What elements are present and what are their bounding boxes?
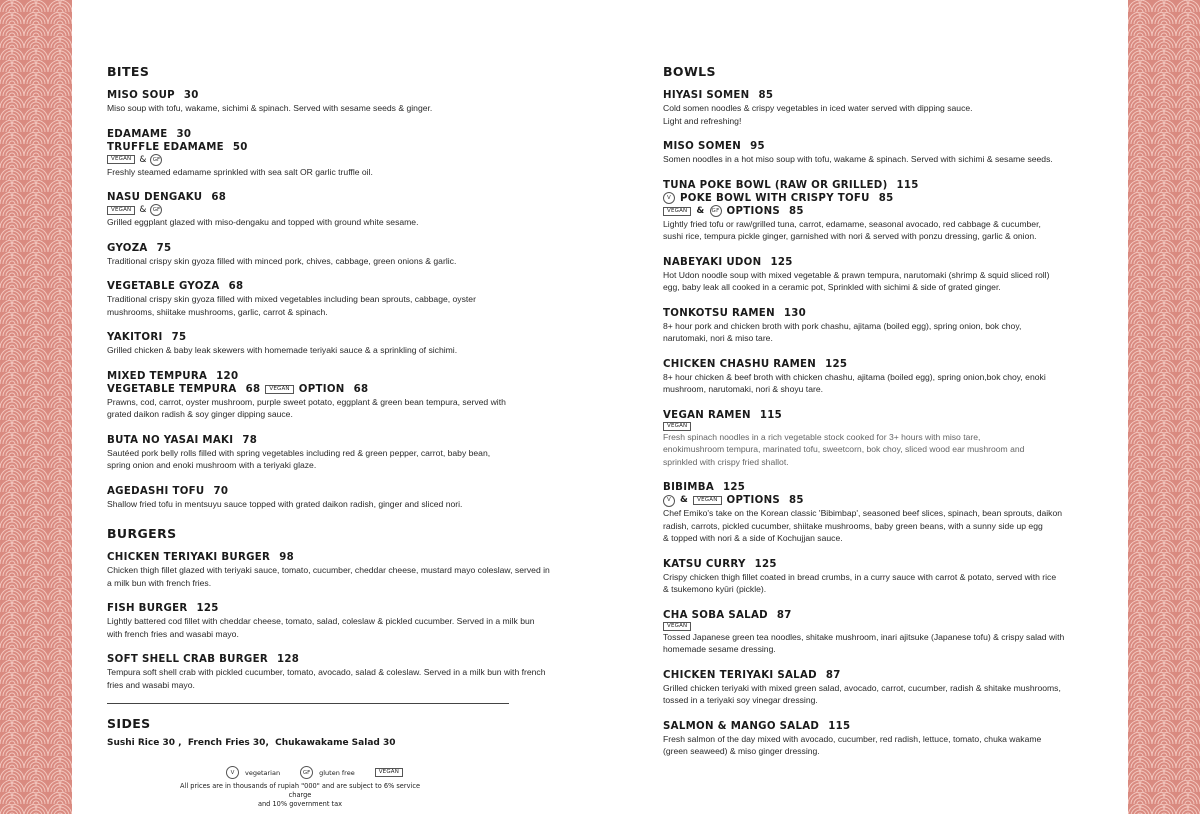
item-desc-1: Grilled chicken teriyaki with mixed green salad, avocado, carrot, cucumber, radish & shitake mushrooms, (663, 682, 1061, 693)
item-desc-2: tossed in a teriyaki soy vinegar dressing. (663, 695, 818, 705)
item-desc-1: Traditional crispy skin gyoza filled with mixed vegetables including bean sprouts, cabbage, oyster (107, 294, 476, 304)
vegetarian-icon: V (226, 766, 239, 779)
item-name: CHA SOBA SALAD (663, 609, 768, 621)
ampersand: & (680, 495, 689, 505)
item-price: 68 (211, 192, 227, 203)
gluten-free-icon: GF (710, 205, 722, 217)
menu-item-hiyasi-somen (663, 89, 1093, 127)
item-name: SOFT SHELL CRAB BURGER (107, 654, 268, 665)
item-price: 68 (228, 281, 244, 292)
item-desc-1: 8+ hour chicken & beef broth with chicken chashu, ajitama (boiled egg), spring onion,bok choy, enoki (663, 371, 1046, 382)
item-desc-1: Lightly fried tofu or raw/grilled tuna, carrot, edamame, seasonal avocado, red cabbage & cucumber, (663, 218, 1041, 229)
item-name: KATSU CURRY (663, 558, 746, 570)
vegan-tag: VEGAN (375, 768, 403, 777)
item-price: 120 (216, 370, 239, 382)
menu-item-chicken-chashu-ramen (663, 358, 1093, 396)
item-desc-2: fries and wasabi mayo. (107, 679, 195, 690)
gluten-free-icon: GF (150, 204, 162, 216)
item-name: AGEDASHI TOFU (107, 485, 205, 497)
ampersand: & (696, 205, 705, 216)
item-name: CHICKEN TERIYAKI BURGER (107, 552, 271, 563)
sides-title: SIDES (107, 716, 151, 731)
gluten-free-icon: GF (300, 766, 313, 779)
ampersand: & (139, 205, 147, 215)
item-desc-2: egg, baby leak all cooked in a ceramic pot, Sprinkled with sichimi & side of grated ginger. (663, 282, 1001, 292)
option-price: 68 (353, 383, 369, 395)
item-desc-1: Tossed Japanese green tea noodles, shitake mushroom, inari ajitsuke (Japanese tofu) & crispy salad with (663, 631, 1065, 642)
item-price-2: 85 (878, 192, 894, 204)
vegan-tag: VEGAN (107, 155, 135, 164)
footnote-line-1: All prices are in thousands of rupiah "000" and are subject to 6% service charge (180, 782, 420, 799)
item-desc-1: Cold somen noodles & crispy vegetables in iced water served with dipping sauce. (663, 103, 973, 113)
menu-item-nabeyaki-udon (663, 256, 1093, 294)
item-desc-3: & topped with nori & a side of Kochujjan sauce. (663, 533, 843, 543)
vegan-tag: VEGAN (693, 496, 721, 505)
vegetarian-label: vegetarian (245, 768, 281, 777)
menu-item-soft-shell-crab-burger (107, 653, 587, 691)
item-desc-1: 8+ hour pork and chicken broth with pork chashu, ajitama (boiled egg), spring onion, bok choy, (663, 320, 1022, 331)
vegetarian-icon: V (663, 192, 675, 204)
option-label: OPTIONS (726, 205, 781, 217)
vegan-tag: VEGAN (663, 422, 691, 431)
item-name: VEGAN RAMEN (663, 409, 751, 421)
sides-divider (107, 703, 509, 704)
menu-item-gyoza (107, 242, 587, 268)
side-sushi-rice: Sushi Rice 30 , (107, 738, 182, 748)
gluten-free-label: gluten free (319, 768, 355, 777)
item-price: 125 (825, 358, 848, 370)
menu-item-katsu-curry (663, 558, 1093, 596)
item-name-2: POKE BOWL WITH CRISPY TOFU (680, 192, 870, 204)
menu-item-fish-burger (107, 602, 587, 640)
item-desc-1: Lightly battered cod fillet with cheddar cheese, tomato, salad, coleslaw & pickled cucumber. Served in a milk bun (107, 616, 535, 626)
item-desc-2: enokimushroom tempura, marinated tofu, sweetcorn, bok choy, sliced wood ear mushroom and (663, 444, 1025, 454)
seigaiha-pattern-left (0, 0, 72, 814)
item-name: NABEYAKI UDON (663, 256, 762, 268)
right-column (663, 64, 1093, 771)
item-desc: Somen noodles in a hot miso soup with tofu, wakame & spinach. Served with sichimi & sesame seeds. (663, 154, 1053, 164)
item-name: CHICKEN TERIYAKI SALAD (663, 669, 817, 681)
menu-item-nasu-dengaku (107, 191, 587, 229)
vegan-tag: VEGAN (663, 622, 691, 631)
item-desc: Shallow fried tofu in mentsuyu sauce topped with grated daikon radish, ginger and sliced nori. (107, 498, 463, 509)
item-desc-2: Light and refreshing! (663, 115, 742, 126)
menu-item-tonkotsu-ramen (663, 307, 1093, 345)
vegan-tag: VEGAN (663, 207, 691, 216)
item-name: TUNA POKE BOWL (RAW OR GRILLED) (663, 179, 888, 191)
item-price: 115 (759, 409, 782, 421)
ampersand: & (139, 154, 147, 165)
item-desc-2: sushi rice, tempura pickle ginger, garnished with nori & served with ponzu dressing, garlic & onion. (663, 231, 1037, 241)
item-desc-1: Chicken thigh fillet glazed with teriyaki sauce, tomato, cucumber, cheddar cheese, mustard mayo coleslaw, served in (107, 565, 550, 575)
item-desc-1: Hot Udon noodle soup with mixed vegetable & prawn tempura, narutomaki (shrimp & squid sliced roll) (663, 269, 1050, 280)
menu-item-chicken-teriyaki-salad (663, 669, 1093, 707)
item-desc-2: a milk bun with french fries. (107, 577, 212, 588)
item-desc-2: & tsukemono kyūri (pickle). (663, 584, 767, 594)
item-desc-2: with french fries and wasabi mayo. (107, 628, 239, 639)
burgers-title: BURGERS (107, 526, 177, 541)
item-price: 30 (183, 90, 199, 101)
item-price: 115 (896, 179, 919, 191)
item-price: 130 (783, 307, 807, 319)
menu-item-mixed-tempura (107, 370, 587, 421)
item-price: 115 (828, 720, 851, 732)
item-desc-1: Fresh salmon of the day mixed with avocado, cucumber, red radish, lettuce, tomato, chuka wakame (663, 733, 1042, 744)
item-name: HIYASI SOMEN (663, 90, 750, 101)
item-price: 78 (242, 434, 258, 446)
item-name: CHICKEN CHASHU RAMEN (663, 358, 817, 370)
menu-item-chicken-teriyaki-burger (107, 551, 587, 589)
item-desc-1: Crispy chicken thigh fillet coated in bread crumbs, in a curry sauce with carrot & potato, served with rice (663, 571, 1057, 582)
menu-item-tuna-poke-bowl (663, 179, 1093, 243)
item-name-2: TRUFFLE EDAMAME (107, 141, 224, 153)
menu-item-vegan-ramen (663, 409, 1093, 469)
left-pattern-border (0, 0, 72, 814)
item-price: 30 (176, 128, 192, 140)
item-name: NASU DENGAKU (107, 192, 203, 203)
item-desc: Traditional crispy skin gyoza filled with minced pork, chives, cabbage, green onions & garlic. (107, 255, 457, 266)
item-desc-2: (green seaweed) & miso ginger dressing. (663, 746, 820, 756)
item-name: VEGETABLE GYOZA (107, 281, 220, 292)
item-desc: Grilled chicken & baby leak skewers with homemade teriyaki sauce & a sprinkling of sichimi. (107, 345, 458, 355)
option-label: OPTIONS (726, 495, 781, 506)
item-price: 85 (758, 90, 774, 101)
item-price-2: 50 (232, 141, 248, 153)
gluten-free-icon: GF (150, 154, 162, 166)
item-desc-2: spring onion and enoki mushroom with a teriyaki glaze. (107, 460, 317, 470)
item-desc-2: mushrooms, shiitake mushrooms, garlic, carrot & spinach. (107, 306, 328, 317)
menu-item-edamame (107, 128, 587, 179)
item-name: MISO SOUP (107, 90, 175, 101)
item-price: 125 (196, 603, 219, 614)
item-desc-2: narutomaki, nori & miso tare. (663, 333, 773, 343)
item-desc-1: Tempura soft shell crab with pickled cucumber, tomato, avocado, salad & coleslaw. Served in a milk bun with french (107, 667, 546, 677)
option-price: 85 (789, 205, 804, 217)
menu-item-salmon-mango-salad (663, 720, 1093, 758)
item-name: BIBIMBA (663, 482, 714, 493)
item-name: MISO SOMEN (663, 141, 742, 152)
vegetarian-icon: V (663, 495, 675, 507)
item-price: 87 (825, 669, 841, 681)
sides-list (107, 738, 396, 748)
item-price: 98 (279, 552, 294, 563)
item-desc-1: Chef Emiko's take on the Korean classic 'Bibimbap', seasoned beef slices, spinach, bean sprouts, daikon (663, 508, 1063, 518)
item-desc-3: sprinkled with crispy fried shallot. (663, 456, 789, 467)
menu-item-buta-no-yasai-maki (107, 434, 587, 472)
item-desc: Freshly steamed edamame sprinkled with sea salt OR garlic truffle oil. (107, 166, 373, 177)
item-price: 125 (723, 482, 746, 493)
item-price: 87 (776, 609, 792, 621)
item-desc-2: homemade sesame dressing. (663, 644, 776, 654)
item-name: BUTA NO YASAI MAKI (107, 434, 234, 446)
item-desc-1: Prawns, cod, carrot, oyster mushroom, purple sweet potato, eggplant & green bean tempura, served with (107, 396, 506, 407)
item-desc: Grilled eggplant glazed with miso-dengaku and topped with ground white sesame. (107, 217, 419, 227)
item-price: 95 (750, 141, 765, 152)
footnote-line-2: and 10% government tax (257, 800, 343, 808)
right-pattern-border (1128, 0, 1200, 814)
item-name-2: VEGETABLE TEMPURA (107, 383, 237, 395)
item-desc-2: mushroom, narutomaki, nori & shoyu tare. (663, 384, 824, 394)
option-price: 85 (789, 495, 804, 506)
item-price: 125 (770, 256, 793, 268)
vegan-tag: VEGAN (265, 385, 293, 394)
side-chukawakame-salad: Chukawakame Salad 30 (275, 738, 396, 748)
item-desc-2: grated daikon radish & soy ginger dipping sauce. (107, 409, 293, 419)
item-price: 128 (276, 654, 300, 665)
item-price: 70 (213, 485, 229, 497)
item-desc-1: Fresh spinach noodles in a rich vegetable stock cooked for 3+ hours with miso tare, (663, 431, 981, 442)
menu-item-agedashi-tofu (107, 485, 587, 511)
item-name: FISH BURGER (107, 603, 188, 614)
item-price: 75 (171, 332, 187, 343)
side-french-fries: French Fries 30, (187, 738, 269, 748)
left-column (107, 64, 587, 704)
option-label: OPTION (298, 383, 345, 395)
item-name: SALMON & MANGO SALAD (663, 720, 820, 732)
menu-item-cha-soba-salad (663, 609, 1093, 656)
item-name: YAKITORI (107, 332, 163, 343)
item-name: MIXED TEMPURA (107, 370, 208, 382)
seigaiha-pattern-right (1128, 0, 1200, 814)
vegan-tag: VEGAN (107, 206, 135, 215)
item-name: TONKOTSU RAMEN (663, 307, 775, 319)
menu-item-yakitori (107, 331, 587, 357)
item-price: 75 (156, 242, 172, 254)
menu-item-miso-somen (663, 140, 1093, 166)
menu-item-vegetable-gyoza (107, 280, 587, 318)
item-name: GYOZA (107, 242, 148, 254)
item-desc-2: radish, carrots, pickled cucumber, shiitake mushrooms, baby green beans, with a sunny side up egg (663, 520, 1043, 531)
bites-title: BITES (107, 64, 150, 79)
item-name: EDAMAME (107, 128, 168, 140)
bowls-title: BOWLS (663, 64, 716, 79)
item-desc: Miso soup with tofu, wakame, sichimi & spinach. Served with sesame seeds & ginger. (107, 103, 433, 113)
item-desc-1: Sautéed pork belly rolls filled with spring vegetables including red & green pepper, carrot, baby bean, (107, 447, 491, 458)
menu-item-bibimba (663, 481, 1093, 545)
item-price-2: 68 (245, 383, 261, 395)
menu-item-miso-soup (107, 89, 587, 115)
item-price: 125 (754, 558, 777, 570)
dietary-legend (226, 766, 403, 779)
price-footnote (170, 782, 430, 809)
